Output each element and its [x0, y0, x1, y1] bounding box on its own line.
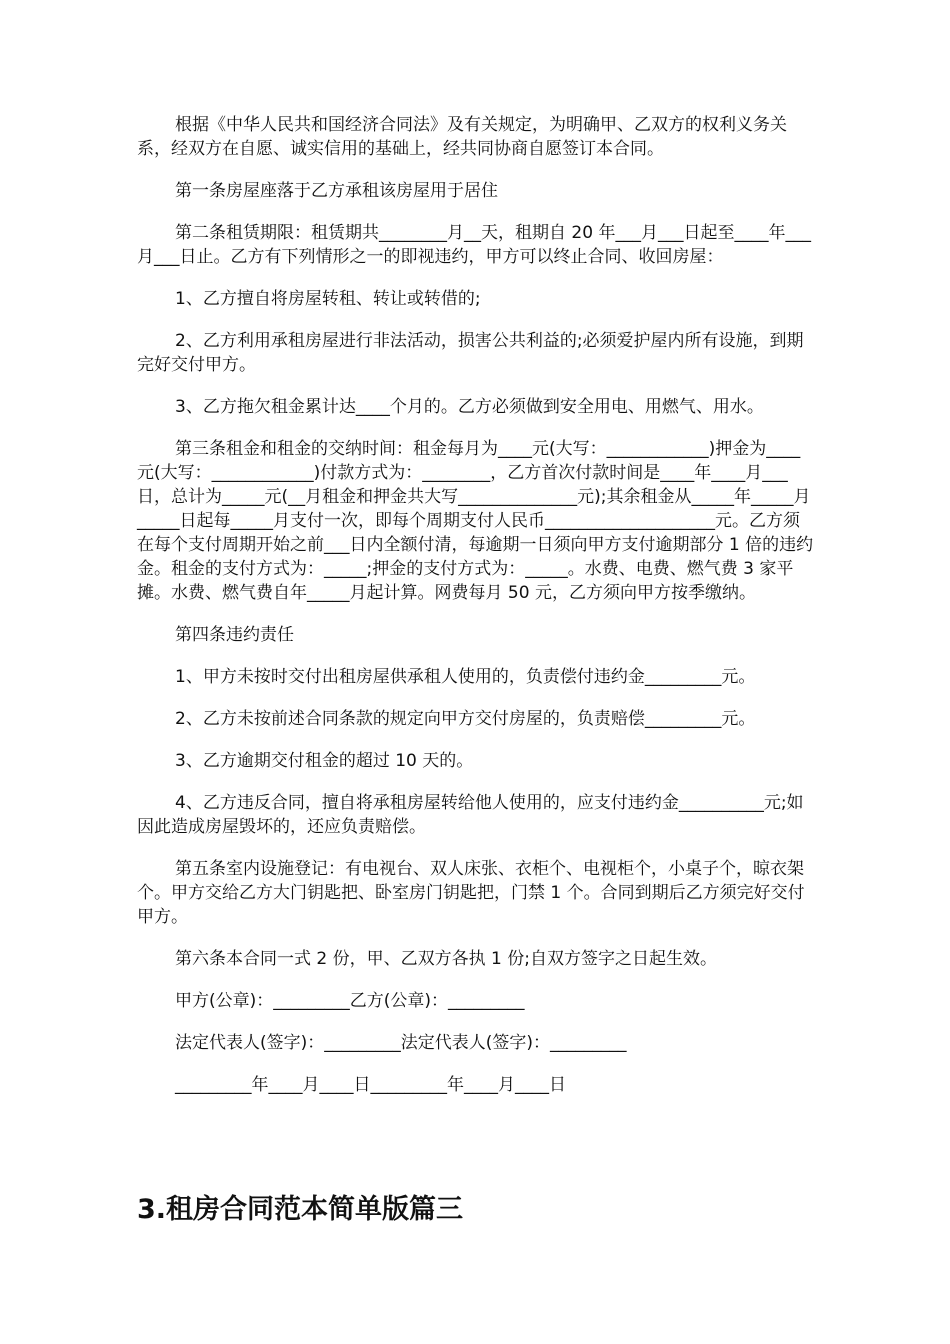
- paragraph-article-2-item-2: 2、乙方利用承租房屋进行非法活动，损害公共利益的;必须爱护屋内所有设施，到期完好交付甲方。: [137, 331, 804, 375]
- signature-representative-line: 法定代表人(签字)：_________法定代表人(签字)：_________: [175, 1033, 627, 1053]
- section-heading: 3.租房合同范本简单版篇三: [137, 1194, 464, 1225]
- signature-seal-line: 甲方(公章)：_________乙方(公章)：_________: [175, 991, 525, 1011]
- paragraph-article-4-item-4: 4、乙方违反合同，擅自将承租房屋转给他人使用的，应支付违约金__________元;如因此造成房屋毁坏的，还应负责赔偿。: [137, 793, 804, 837]
- paragraph-article-2: 第二条租赁期限：租赁期共________月__天，租期自 20 年___月___日起至____年___月___日止。乙方有下列情形之一的即视违约，甲方可以终止合同、收回房屋：: [137, 223, 811, 267]
- contract-body: [137, 113, 814, 1115]
- paragraph-article-2-item-1: 1、乙方擅自将房屋转租、转让或转借的;: [175, 289, 481, 309]
- paragraph-intro: 根据《中华人民共和国经济合同法》及有关规定，为明确甲、乙双方的权利义务关系，经双方在自愿、诚实信用的基础上，经共同协商自愿签订本合同。: [137, 115, 787, 159]
- paragraph-article-6: 第六条本合同一式 2 份，甲、乙双方各执 1 份;自双方签字之日起生效。: [175, 949, 717, 969]
- signature-date-line: _________年____月____日_________年____月____日: [175, 1075, 566, 1095]
- paragraph-article-4-item-2: 2、乙方未按前述合同条款的规定向甲方交付房屋的，负责赔偿_________元。: [175, 709, 756, 729]
- paragraph-article-4-item-3: 3、乙方逾期交付租金的超过 10 天的。: [175, 751, 474, 771]
- paragraph-article-5: 第五条室内设施登记：有电视台、双人床张、衣柜个、电视柜个，小桌子个，晾衣架个。甲方交给乙方大门钥匙把、卧室房门钥匙把，门禁 1 个。合同到期后乙方须完好交付甲方。: [137, 859, 805, 927]
- paragraph-article-4-item-1: 1、甲方未按时交付出租房屋供承租人使用的，负责偿付违约金_________元。: [175, 667, 756, 687]
- paragraph-article-3: 第三条租金和租金的交纳时间：租金每月为____元(大写：____________)押金为____元(大写：____________)付款方式为：________，乙方首次付款时间是____年____月___日，总计为_____元(__月租金和押金共大写______________元);其余租金从_____年_____月_____日起每_____月支付一次，即每个周期支付人民币____________________元。乙方须在每个支付周期开始之前___日内全额付清，每逾期一日须向甲方支付逾期部分 1 倍的违约金。租金的支付方式为：_____;押金的支付方式为：_____。水费、电费、燃气费 3 家平摊。水费、燃气费自年_____月起计算。网费每月 50 元，乙方须向甲方按季缴纳。: [137, 439, 814, 603]
- paragraph-article-1: 第一条房屋座落于乙方承租该房屋用于居住: [175, 181, 498, 201]
- paragraph-article-2-item-3: 3、乙方拖欠租金累计达____个月的。乙方必须做到安全用电、用燃气、用水。: [175, 397, 764, 417]
- paragraph-article-4: 第四条违约责任: [175, 625, 294, 645]
